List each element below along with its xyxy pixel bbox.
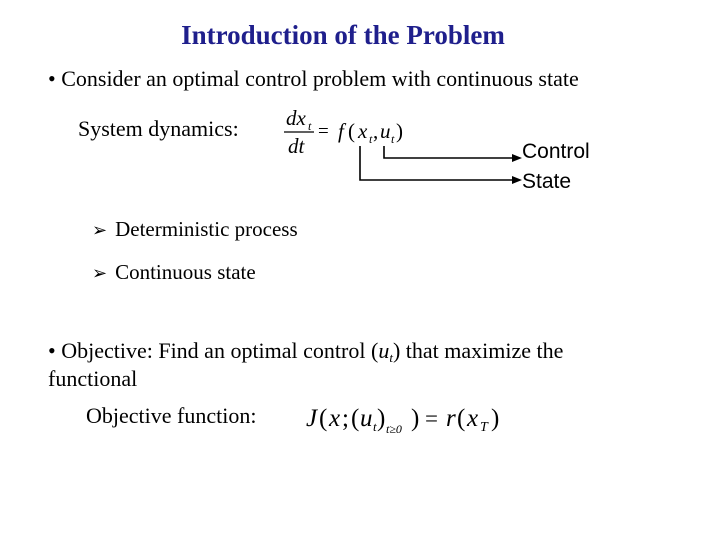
obj-r-open: ( <box>457 405 466 432</box>
obj-semicolon: ; <box>342 405 349 432</box>
objective-prefix: Objective: Find an optimal control ( <box>61 338 379 363</box>
control-arrow-line <box>384 146 515 158</box>
formula-close: ) <box>396 119 403 143</box>
obj-u-sub: t <box>373 419 377 434</box>
intro-text: Consider an optimal control problem with continuous state <box>61 66 579 91</box>
obj-range-sub: t≥0 <box>386 422 402 436</box>
sub-bullet-text: Continuous state <box>115 260 256 284</box>
obj-xT: x <box>467 405 479 432</box>
obj-r: r <box>446 405 456 432</box>
intro-bullet <box>48 66 579 92</box>
arrow-bullet-icon: ➢ <box>92 220 108 241</box>
obj-inner-open: ( <box>351 405 360 432</box>
sub-bullet-deterministic <box>92 217 298 242</box>
objective-formula <box>300 396 540 442</box>
state-arrowhead-icon <box>512 176 522 184</box>
sub-bullet-text: Deterministic process <box>115 217 298 241</box>
formula-denominator: dt <box>288 134 305 158</box>
arrow-bullet-icon: ➢ <box>92 263 108 284</box>
bullet-glyph: • <box>48 66 56 91</box>
formula-numerator: dx <box>286 106 306 130</box>
control-arrowhead-icon <box>512 154 522 162</box>
formula-u: u <box>380 119 391 143</box>
formula-open: ( <box>348 119 355 143</box>
objective-line-2: functional <box>48 366 138 391</box>
formula-u-sub: t <box>391 132 395 146</box>
objective-u-sub: t <box>389 350 393 365</box>
formula-x: x <box>358 119 368 143</box>
formula-numerator-sub: t <box>308 119 312 133</box>
formula-comma: , <box>373 119 379 143</box>
slide-title: Introduction of the Problem <box>181 20 505 50</box>
formula-f: f <box>338 119 344 143</box>
objective-bullet <box>48 338 563 366</box>
obj-x: x <box>329 405 341 432</box>
obj-close: ) <box>411 405 420 432</box>
obj-u: u <box>360 405 373 432</box>
formula-x-sub: t <box>369 132 373 146</box>
formula-equals: = <box>318 121 329 142</box>
sub-bullet-continuous <box>92 260 256 285</box>
bullet-glyph: • <box>48 338 56 363</box>
obj-inner-close: ) <box>377 405 386 432</box>
obj-J: J <box>306 405 318 432</box>
control-label: Control <box>522 140 590 163</box>
obj-open: ( <box>319 405 328 432</box>
objective-suffix: ) that maximize the <box>392 338 564 363</box>
obj-r-close: ) <box>491 405 500 432</box>
obj-T-sub: T <box>480 420 488 435</box>
dynamics-formula <box>280 100 680 190</box>
obj-equals: = <box>425 406 438 431</box>
system-dynamics-label: System dynamics: <box>78 116 239 141</box>
state-label: State <box>522 170 572 193</box>
objective-function-label: Objective function: <box>86 403 257 428</box>
objective-u: u <box>378 338 390 363</box>
